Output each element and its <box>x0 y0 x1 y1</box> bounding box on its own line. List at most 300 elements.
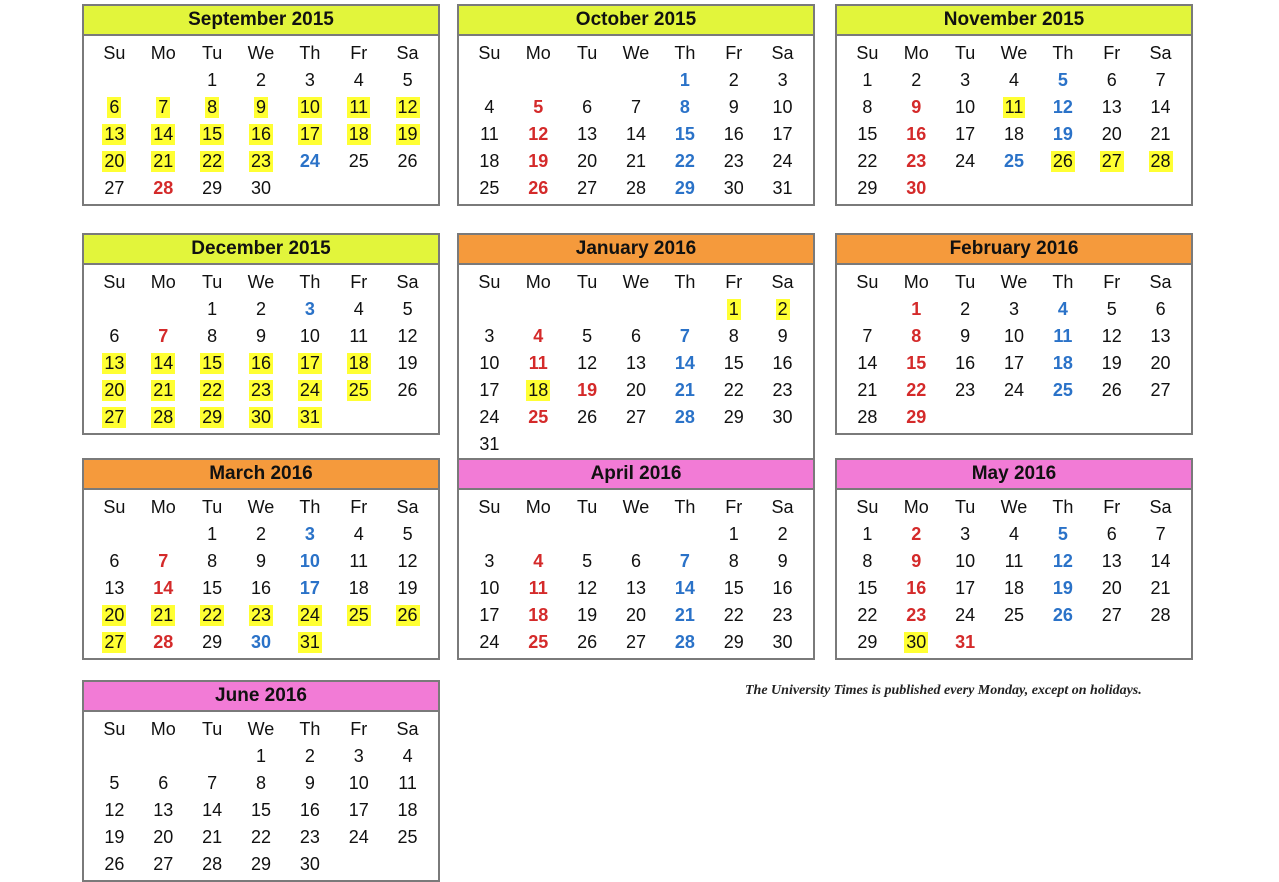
day-number: 6 <box>1106 70 1117 90</box>
day-number: 17 <box>299 353 320 373</box>
weekday-header: Su <box>103 497 126 517</box>
day-cell <box>514 121 563 148</box>
day-cell <box>285 521 334 548</box>
day-number: 10 <box>772 97 793 117</box>
day-number: 9 <box>777 326 788 346</box>
day-number: 30 <box>772 632 793 652</box>
day-number: 27 <box>1150 380 1171 400</box>
day-cell <box>709 602 758 629</box>
day-number: 19 <box>1052 578 1073 598</box>
day-cell <box>612 377 661 404</box>
day-number: 13 <box>1101 97 1122 117</box>
day-cell <box>285 67 334 94</box>
day-number: 2 <box>960 299 971 319</box>
day-number: 26 <box>528 178 549 198</box>
day-number: 1 <box>207 524 218 544</box>
day-number: 6 <box>582 97 593 117</box>
day-cell <box>563 175 612 202</box>
month-title: September 2015 <box>84 6 438 36</box>
day-cell <box>1087 67 1136 94</box>
day-cell <box>90 148 139 175</box>
day-cell <box>843 94 892 121</box>
day-number: 22 <box>202 151 223 171</box>
weekday-header: Sa <box>396 497 419 517</box>
empty-day-cell <box>90 521 139 548</box>
day-number: 13 <box>1101 551 1122 571</box>
day-cell <box>660 67 709 94</box>
day-cell <box>990 148 1039 175</box>
day-cell <box>334 575 383 602</box>
month-september-2015 <box>82 4 440 206</box>
day-cell <box>237 743 286 770</box>
day-number: 17 <box>1003 353 1024 373</box>
day-cell <box>90 548 139 575</box>
day-number: 14 <box>153 124 174 144</box>
day-number: 1 <box>862 70 873 90</box>
weekday-header: Mo <box>903 497 929 517</box>
day-number: 31 <box>479 434 500 454</box>
day-cell <box>90 575 139 602</box>
day-number: 30 <box>906 178 927 198</box>
day-cell <box>892 548 941 575</box>
day-number: 12 <box>528 124 549 144</box>
day-cell <box>843 404 892 431</box>
day-number: 18 <box>1003 578 1024 598</box>
weekday-header: Fr <box>350 272 368 292</box>
weekday-header: Mo <box>525 43 551 63</box>
day-cell <box>709 350 758 377</box>
day-cell <box>941 94 990 121</box>
day-number: 11 <box>349 551 369 571</box>
day-number: 14 <box>674 353 695 373</box>
day-number: 5 <box>1106 299 1117 319</box>
day-number: 16 <box>250 124 271 144</box>
day-number: 23 <box>250 380 271 400</box>
day-cell <box>563 350 612 377</box>
day-number: 24 <box>348 827 369 847</box>
day-cell <box>334 350 383 377</box>
day-number: 5 <box>402 299 413 319</box>
day-cell <box>709 575 758 602</box>
day-cell <box>941 121 990 148</box>
day-number: 20 <box>153 827 174 847</box>
day-number: 29 <box>723 632 744 652</box>
weekday-header: Fr <box>1103 497 1121 517</box>
day-cell <box>139 323 188 350</box>
day-cell <box>612 602 661 629</box>
day-number: 18 <box>479 151 500 171</box>
day-number: 12 <box>577 578 598 598</box>
day-cell <box>139 350 188 377</box>
day-number: 3 <box>304 70 315 90</box>
day-cell <box>941 548 990 575</box>
day-number: 26 <box>397 151 418 171</box>
day-cell <box>188 824 237 851</box>
day-number: 29 <box>250 854 271 874</box>
weekday-header: We <box>247 43 275 63</box>
day-cell <box>285 851 334 878</box>
day-cell <box>514 602 563 629</box>
weekday-header: Th <box>1052 272 1074 292</box>
day-cell <box>990 94 1039 121</box>
day-number: 16 <box>906 578 927 598</box>
day-number: 21 <box>857 380 878 400</box>
day-cell <box>758 521 807 548</box>
day-cell <box>843 323 892 350</box>
day-number: 20 <box>1150 353 1171 373</box>
day-number: 30 <box>723 178 744 198</box>
day-cell <box>758 323 807 350</box>
day-number: 6 <box>109 326 120 346</box>
day-cell <box>90 602 139 629</box>
day-cell <box>612 175 661 202</box>
day-number: 16 <box>250 353 271 373</box>
day-cell <box>660 575 709 602</box>
day-number: 21 <box>674 380 695 400</box>
day-number: 1 <box>207 299 218 319</box>
day-cell <box>1087 296 1136 323</box>
weekday-header: Mo <box>525 272 551 292</box>
day-cell <box>285 377 334 404</box>
day-number: 2 <box>777 524 788 544</box>
day-number: 15 <box>723 353 744 373</box>
day-cell <box>1087 94 1136 121</box>
weekday-header: We <box>622 272 650 292</box>
day-cell <box>758 148 807 175</box>
day-number: 1 <box>679 70 690 90</box>
day-number: 12 <box>104 800 125 820</box>
weekday-header: We <box>1000 272 1028 292</box>
day-number: 5 <box>1057 524 1068 544</box>
day-cell <box>758 350 807 377</box>
day-cell <box>1087 548 1136 575</box>
day-number: 7 <box>158 326 169 346</box>
month-grid <box>459 265 813 460</box>
day-cell <box>758 67 807 94</box>
day-number: 2 <box>911 524 922 544</box>
day-cell <box>188 377 237 404</box>
day-cell <box>90 824 139 851</box>
day-number: 11 <box>480 124 499 144</box>
day-number: 30 <box>772 407 793 427</box>
empty-day-cell <box>139 743 188 770</box>
day-number: 25 <box>348 380 369 400</box>
day-cell <box>990 548 1039 575</box>
weekday-header: Tu <box>954 43 976 63</box>
day-cell <box>612 121 661 148</box>
day-number: 13 <box>104 578 125 598</box>
day-number: 23 <box>723 151 744 171</box>
day-number: 22 <box>857 605 878 625</box>
day-cell <box>563 404 612 431</box>
day-number: 10 <box>1003 326 1024 346</box>
day-cell <box>90 797 139 824</box>
day-cell <box>188 629 237 656</box>
day-number: 22 <box>250 827 271 847</box>
day-cell <box>139 629 188 656</box>
day-cell <box>660 350 709 377</box>
day-number: 9 <box>255 551 266 571</box>
weekday-header: Th <box>299 43 321 63</box>
day-number: 20 <box>1101 578 1122 598</box>
day-cell <box>843 121 892 148</box>
day-cell <box>334 548 383 575</box>
day-cell <box>237 94 286 121</box>
day-cell <box>139 851 188 878</box>
month-grid <box>837 490 1191 658</box>
day-number: 19 <box>104 827 125 847</box>
day-cell <box>90 629 139 656</box>
day-number: 28 <box>202 854 223 874</box>
month-grid <box>84 265 438 433</box>
weekday-header: Fr <box>350 719 368 739</box>
day-number: 12 <box>397 97 418 117</box>
day-cell <box>843 629 892 656</box>
weekday-header: Th <box>1052 497 1074 517</box>
day-cell <box>660 629 709 656</box>
month-title: December 2015 <box>84 235 438 265</box>
day-cell <box>334 377 383 404</box>
day-cell <box>709 121 758 148</box>
day-number: 21 <box>202 827 223 847</box>
day-number: 24 <box>1003 380 1024 400</box>
day-cell <box>237 548 286 575</box>
day-number: 25 <box>1003 605 1024 625</box>
day-number: 25 <box>1052 380 1073 400</box>
day-number: 19 <box>577 605 598 625</box>
day-number: 3 <box>960 524 971 544</box>
day-cell <box>90 377 139 404</box>
day-number: 12 <box>577 353 598 373</box>
day-number: 27 <box>104 178 125 198</box>
day-cell <box>139 121 188 148</box>
day-number: 7 <box>1155 524 1166 544</box>
weekday-header: We <box>247 719 275 739</box>
day-number: 4 <box>1008 524 1019 544</box>
day-cell <box>990 296 1039 323</box>
month-grid <box>84 36 438 204</box>
day-cell <box>237 350 286 377</box>
weekday-header: Sa <box>1149 43 1172 63</box>
empty-day-cell <box>612 296 661 323</box>
day-cell <box>612 629 661 656</box>
day-number: 12 <box>1052 551 1073 571</box>
day-cell <box>1136 548 1185 575</box>
weekday-header: Fr <box>1103 43 1121 63</box>
day-number: 1 <box>207 70 218 90</box>
day-number: 28 <box>625 178 646 198</box>
day-number: 28 <box>857 407 878 427</box>
day-cell <box>188 323 237 350</box>
day-number: 8 <box>728 551 739 571</box>
day-cell <box>139 602 188 629</box>
day-cell <box>990 121 1039 148</box>
empty-day-cell <box>514 67 563 94</box>
weekday-header: We <box>622 497 650 517</box>
weekday-header: We <box>1000 43 1028 63</box>
day-number: 14 <box>625 124 646 144</box>
day-cell <box>334 67 383 94</box>
day-number: 17 <box>299 124 320 144</box>
day-number: 10 <box>955 97 976 117</box>
month-title: February 2016 <box>837 235 1191 265</box>
weekday-header: Tu <box>576 43 598 63</box>
day-cell <box>843 575 892 602</box>
day-cell <box>941 575 990 602</box>
day-cell <box>1136 67 1185 94</box>
day-cell <box>285 575 334 602</box>
day-cell <box>139 770 188 797</box>
day-number: 22 <box>723 380 744 400</box>
day-number: 10 <box>299 551 320 571</box>
day-cell <box>1038 67 1087 94</box>
day-cell <box>383 824 432 851</box>
weekday-header: Th <box>674 272 696 292</box>
day-cell <box>1038 377 1087 404</box>
day-cell <box>237 851 286 878</box>
day-cell <box>843 377 892 404</box>
month-february-2016 <box>835 233 1193 435</box>
day-cell <box>465 575 514 602</box>
day-cell <box>758 296 807 323</box>
day-number: 23 <box>250 151 271 171</box>
day-number: 3 <box>1008 299 1019 319</box>
day-cell <box>514 350 563 377</box>
day-number: 14 <box>202 800 223 820</box>
empty-day-cell <box>660 296 709 323</box>
day-number: 14 <box>153 578 174 598</box>
day-number: 25 <box>479 178 500 198</box>
day-number: 6 <box>630 551 641 571</box>
day-cell <box>758 602 807 629</box>
day-cell <box>514 548 563 575</box>
weekday-header: Fr <box>725 272 743 292</box>
day-cell <box>1038 94 1087 121</box>
day-cell <box>941 67 990 94</box>
day-cell <box>990 377 1039 404</box>
day-cell <box>892 148 941 175</box>
day-cell <box>465 94 514 121</box>
day-cell <box>612 350 661 377</box>
month-april-2016 <box>457 458 815 660</box>
day-number: 7 <box>862 326 873 346</box>
publication-footnote: The University Times is published every Monday, except on holidays. <box>745 683 1142 698</box>
day-number: 24 <box>299 151 320 171</box>
day-number: 16 <box>955 353 976 373</box>
day-cell <box>237 575 286 602</box>
weekday-header: We <box>1000 497 1028 517</box>
day-cell <box>188 67 237 94</box>
day-cell <box>941 323 990 350</box>
day-cell <box>139 94 188 121</box>
day-number: 10 <box>955 551 976 571</box>
day-number: 29 <box>202 178 223 198</box>
day-cell <box>383 797 432 824</box>
day-cell <box>237 521 286 548</box>
day-cell <box>1038 323 1087 350</box>
day-cell <box>285 296 334 323</box>
day-number: 9 <box>255 97 266 117</box>
day-number: 28 <box>674 632 695 652</box>
day-cell <box>514 575 563 602</box>
weekday-header: Tu <box>576 272 598 292</box>
day-number: 15 <box>250 800 271 820</box>
day-number: 14 <box>857 353 878 373</box>
day-number: 24 <box>955 605 976 625</box>
day-cell <box>1136 94 1185 121</box>
day-number: 23 <box>906 605 927 625</box>
day-cell <box>285 350 334 377</box>
day-number: 19 <box>397 124 418 144</box>
day-number: 7 <box>1155 70 1166 90</box>
day-cell <box>563 575 612 602</box>
month-grid <box>837 36 1191 204</box>
day-cell <box>514 94 563 121</box>
day-number: 6 <box>630 326 641 346</box>
day-cell <box>285 743 334 770</box>
day-cell <box>892 575 941 602</box>
day-number: 28 <box>153 178 174 198</box>
day-number: 7 <box>630 97 641 117</box>
weekday-header: Mo <box>150 719 176 739</box>
weekday-header: Tu <box>201 719 223 739</box>
day-cell <box>892 629 941 656</box>
day-cell <box>285 323 334 350</box>
day-cell <box>843 67 892 94</box>
day-number: 16 <box>299 800 320 820</box>
day-number: 28 <box>674 407 695 427</box>
weekday-header: Th <box>674 43 696 63</box>
day-number: 7 <box>158 551 169 571</box>
day-number: 24 <box>479 632 500 652</box>
day-cell <box>514 323 563 350</box>
day-number: 9 <box>255 326 266 346</box>
day-cell <box>941 521 990 548</box>
day-number: 2 <box>255 299 266 319</box>
day-number: 21 <box>153 605 174 625</box>
day-number: 5 <box>402 70 413 90</box>
day-number: 7 <box>679 551 690 571</box>
day-number: 7 <box>207 773 218 793</box>
day-cell <box>139 175 188 202</box>
day-cell <box>758 548 807 575</box>
day-cell <box>660 548 709 575</box>
day-number: 15 <box>202 124 223 144</box>
weekday-header: Mo <box>150 43 176 63</box>
day-cell <box>990 575 1039 602</box>
day-cell <box>660 602 709 629</box>
weekday-header: Sa <box>771 43 794 63</box>
month-grid <box>84 712 438 880</box>
day-cell <box>237 824 286 851</box>
day-cell <box>758 629 807 656</box>
day-cell <box>563 121 612 148</box>
day-cell <box>892 94 941 121</box>
day-number: 2 <box>777 299 788 319</box>
day-cell <box>563 94 612 121</box>
day-number: 22 <box>674 151 695 171</box>
day-number: 29 <box>906 407 927 427</box>
day-cell <box>892 175 941 202</box>
weekday-header: Sa <box>396 43 419 63</box>
day-number: 24 <box>299 605 320 625</box>
day-cell <box>1038 148 1087 175</box>
day-cell <box>1136 575 1185 602</box>
day-number: 19 <box>397 353 418 373</box>
day-number: 25 <box>528 632 549 652</box>
day-number: 10 <box>479 353 500 373</box>
day-cell <box>465 404 514 431</box>
